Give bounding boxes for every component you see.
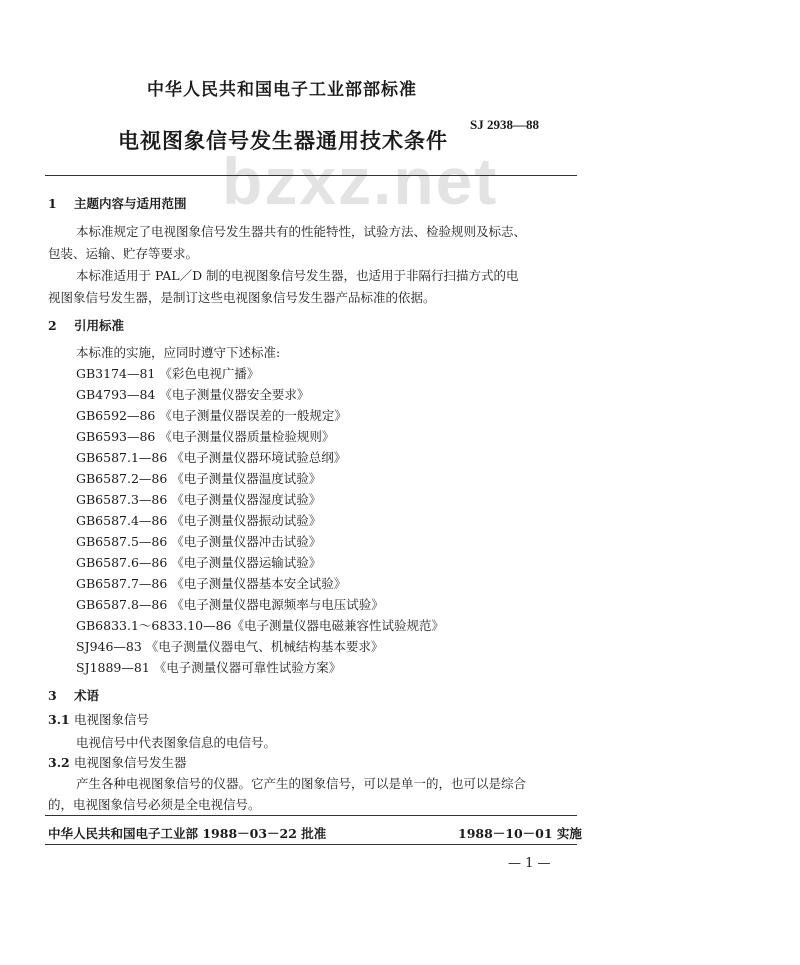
implementation-date: 1988－10－01 实施: [458, 826, 582, 841]
reference-item: SJ946—83 《电子测量仪器电气、机械结构基本要求》: [76, 639, 384, 654]
subsection-3-2-heading: [48, 753, 187, 771]
section-3-heading: [48, 686, 99, 704]
reference-item: GB6587.5—86 《电子测量仪器冲击试验》: [76, 534, 322, 549]
section-number: 3: [48, 688, 57, 703]
paragraph-line: 的，电视图象信号必须是全电视信号。: [48, 797, 261, 812]
subsection-number: 3.1: [48, 712, 70, 727]
reference-item: GB6587.1—86 《电子测量仪器环境试验总纲》: [76, 450, 347, 465]
standard-number: SJ 2938—88: [470, 117, 539, 132]
footer-rule: [45, 815, 577, 816]
ministry-standard-heading: 中华人民共和国电子工业部部标准: [147, 80, 417, 100]
subsection-title: 电视图象信号发生器: [74, 755, 187, 770]
document-title: 电视图象信号发生器通用技术条件: [118, 128, 448, 153]
reference-item: GB3174—81 《彩色电视广播》: [76, 366, 260, 381]
reference-item: GB6833.1～6833.10—86《电子测量仪器电磁兼容性试验规范》: [76, 618, 445, 633]
section-title: 引用标准: [74, 318, 125, 333]
paragraph-line: 电视信号中代表图象信息的电信号。: [76, 735, 277, 750]
section-title: 主题内容与适用范围: [74, 196, 187, 211]
section-2-intro: 本标准的实施，应同时遵守下述标准:: [76, 345, 281, 360]
paragraph-line: 包装、运输、贮存等要求。: [48, 246, 199, 261]
paragraph-line: 产生各种电视图象信号的仪器。它产生的图象信号，可以是单一的，也可以是综合: [76, 776, 527, 791]
paragraph-line: 本标准适用于 PAL／D 制的电视图象信号发生器，也适用于非隔行扫描方式的电: [76, 268, 519, 283]
subsection-title: 电视图象信号: [74, 712, 150, 727]
reference-item: SJ1889—81 《电子测量仪器可靠性试验方案》: [76, 660, 342, 675]
section-number: 2: [48, 318, 57, 333]
reference-item: GB6587.7—86 《电子测量仪器基本安全试验》: [76, 576, 347, 591]
subsection-3-1-heading: [48, 710, 149, 728]
paragraph-line: 视图象信号发生器，是制订这些电视图象信号发生器产品标准的依据。: [48, 290, 436, 305]
title-rule: [45, 175, 577, 176]
page-number: — 1 —: [508, 856, 551, 871]
reference-item: GB6587.8—86 《电子测量仪器电源频率与电压试验》: [76, 597, 384, 612]
reference-item: GB6593—86 《电子测量仪器质量检验规则》: [76, 429, 335, 444]
reference-item: GB6587.6—86 《电子测量仪器运输试验》: [76, 555, 322, 570]
reference-item: GB6592—86 《电子测量仪器误差的一般规定》: [76, 408, 347, 423]
section-2-heading: [48, 316, 124, 334]
paragraph-line: 本标准规定了电视图象信号发生器共有的性能特性，试验方法、检验规则及标志、: [76, 224, 527, 239]
reference-item: GB6587.2—86 《电子测量仪器温度试验》: [76, 471, 322, 486]
watermark: bzxz.net: [222, 144, 499, 218]
reference-item: GB6587.4—86 《电子测量仪器振动试验》: [76, 513, 322, 528]
approval-date: 中华人民共和国电子工业部 1988－03－22 批准: [48, 826, 327, 841]
section-1-heading: [48, 194, 187, 212]
reference-item: GB6587.3—86 《电子测量仪器湿度试验》: [76, 492, 322, 507]
section-number: 1: [48, 196, 57, 211]
footer-bottom-rule: [45, 844, 577, 845]
section-title: 术语: [74, 688, 100, 703]
reference-item: GB4793—84 《电子测量仪器安全要求》: [76, 387, 310, 402]
subsection-number: 3.2: [48, 755, 70, 770]
